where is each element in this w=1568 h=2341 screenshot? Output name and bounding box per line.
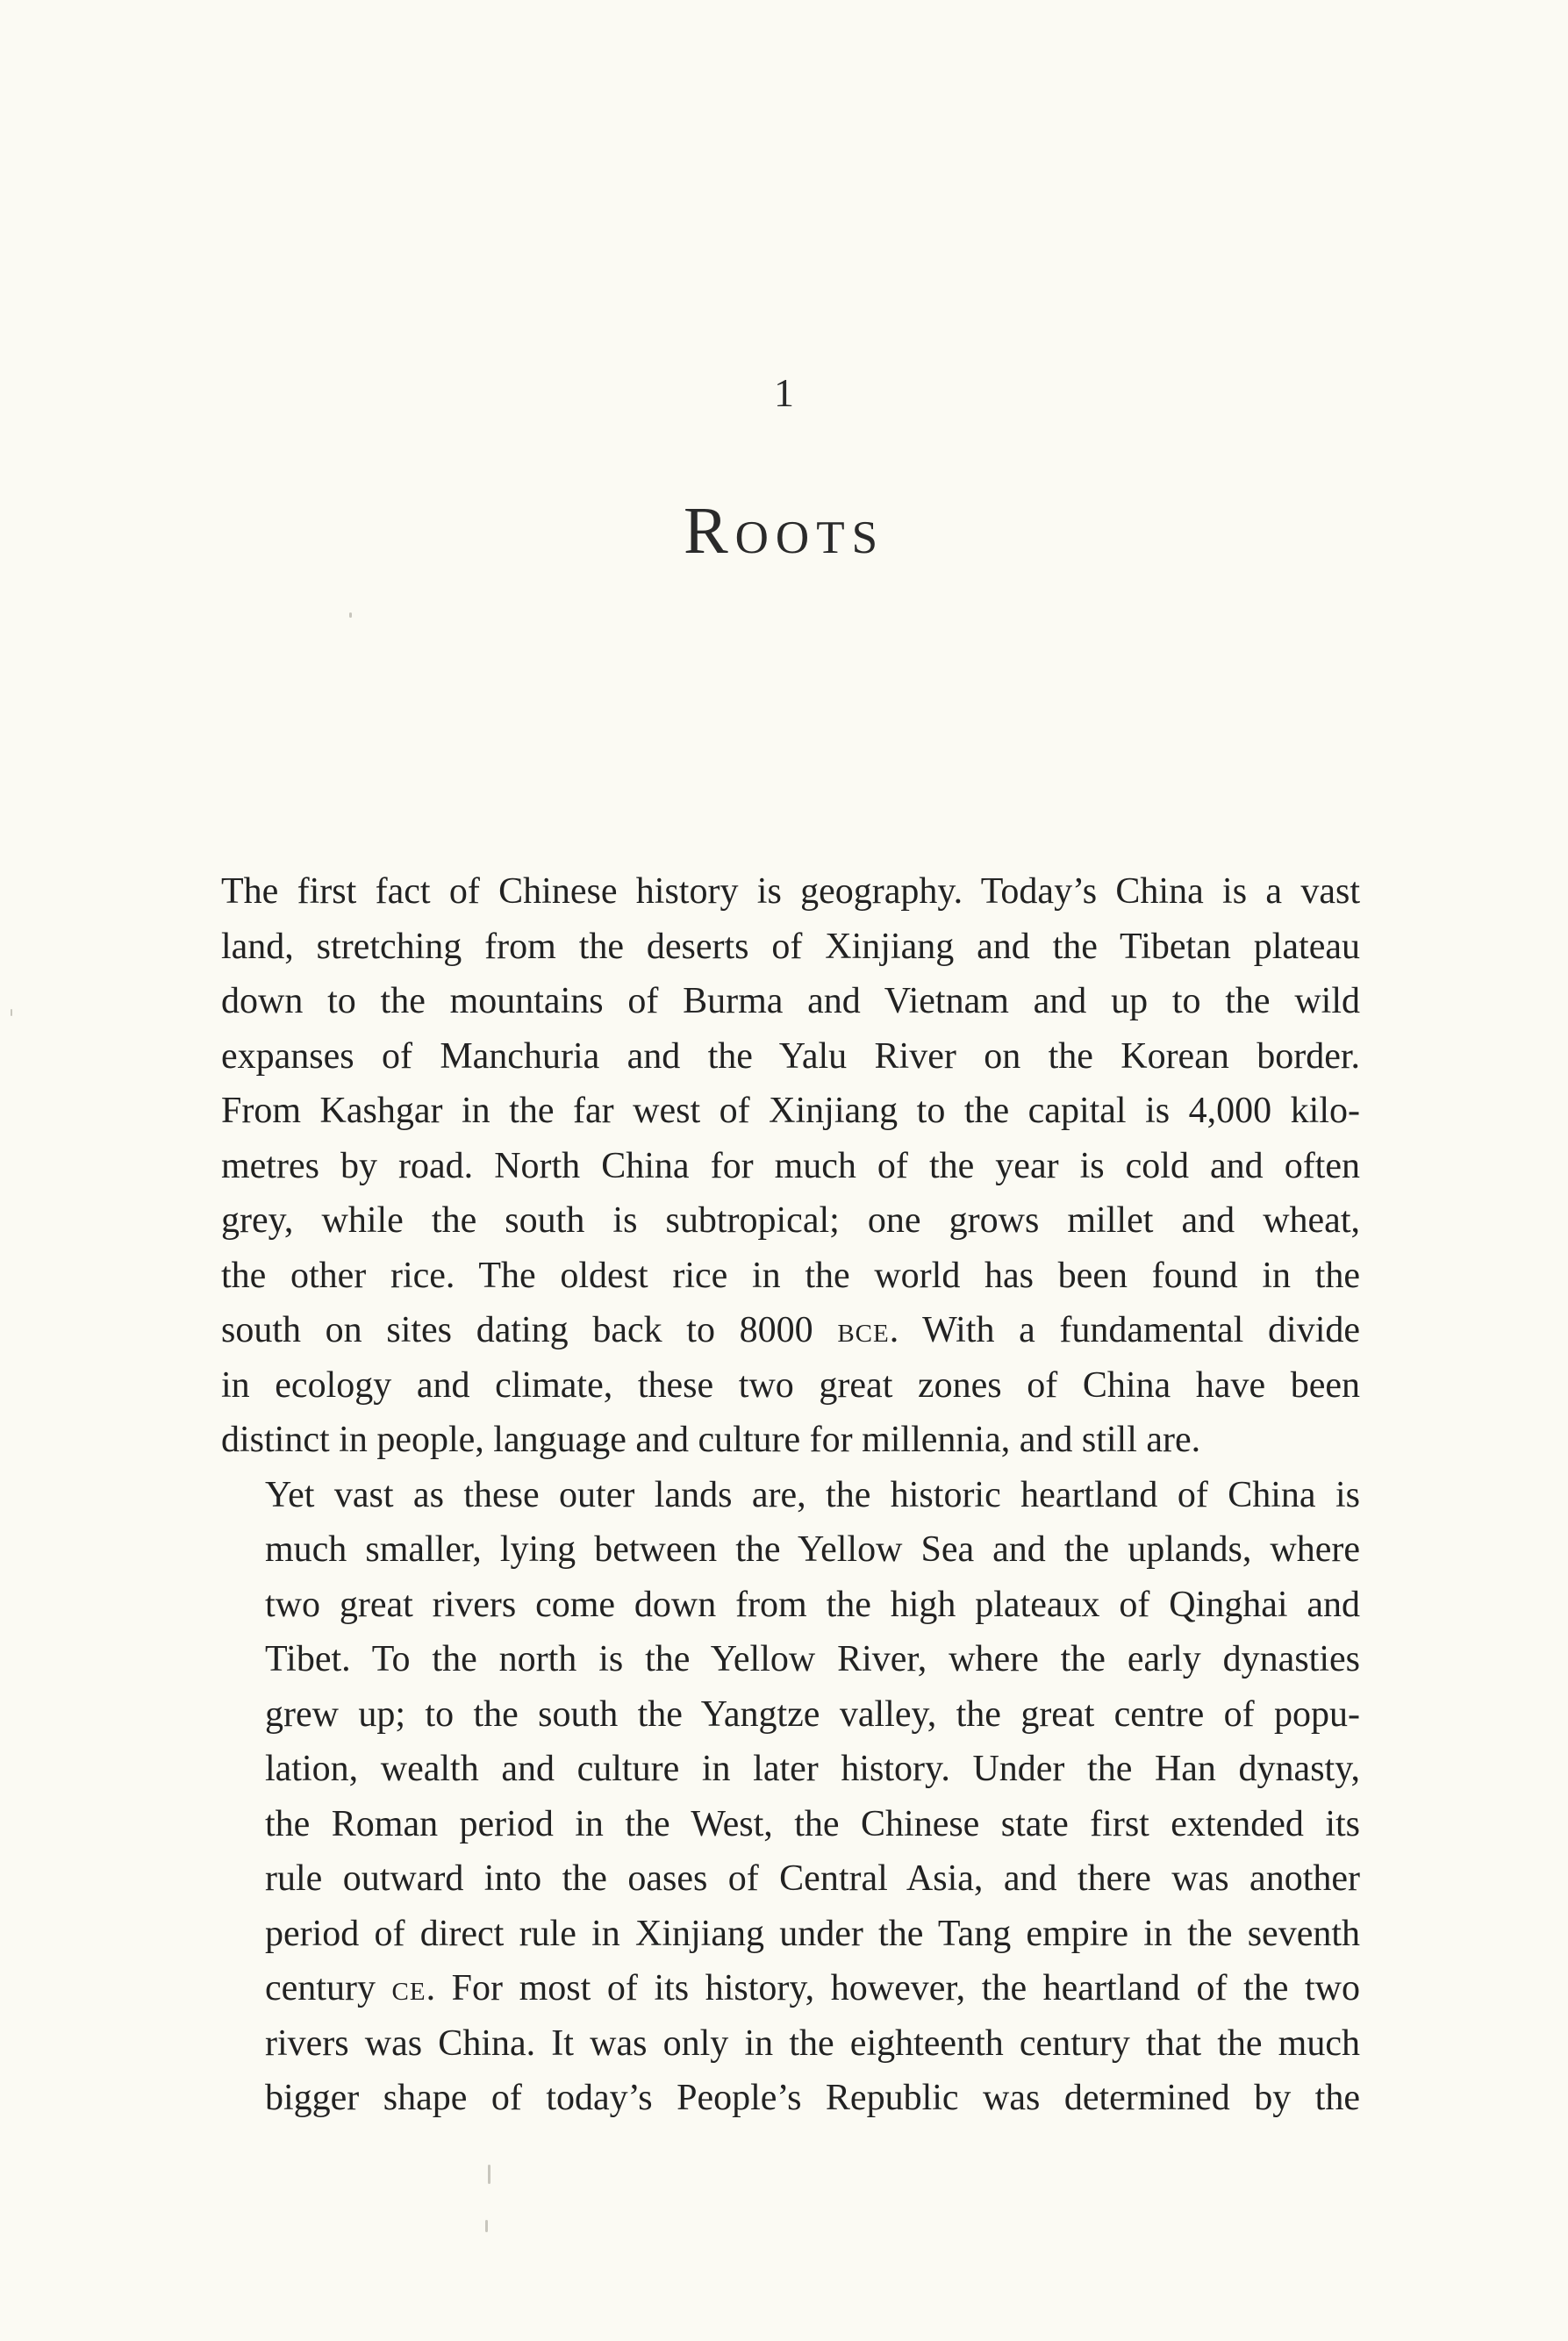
text-line: the Roman period in the West, the Chinese state first extended its [265,1803,1360,1844]
text-line: land, stretching from the deserts of Xinjiang and the Tibetan plateau [221,926,1360,967]
text-line: down to the mountains of Burma and Vietnam and up to the wild [221,981,1360,1021]
text-line: From Kashgar in the far west of Xinjiang to the capital is 4,000 kilo- [221,1091,1360,1131]
chapter-number: 1 [774,370,794,415]
scan-speck [11,1009,12,1016]
text-line: two great rivers come down from the high plateaux of Qinghai and [265,1584,1360,1625]
scan-speck [488,2165,490,2184]
era-abbreviation: ce [391,1968,426,2008]
text-line: rivers was China. It was only in the eighteenth century that the much [265,2022,1360,2064]
text-line: south on sites dating back to 8000 bce. With a fundamental divide [221,1310,1360,1350]
text-line: grew up; to the south the Yangtze valley, the great centre of popu- [265,1693,1360,1735]
text-line: rule outward into the oases of Central Asia, and there was another [265,1858,1360,1899]
text-line: metres by road. North China for much of the year is cold and often [221,1145,1360,1186]
chapter-body [221,864,1360,2126]
chapter-title: Roots [683,494,885,568]
paragraph-1 [221,864,1360,1468]
text-line: lation, wealth and culture in later history. Under the Han dynasty, [265,1749,1360,1789]
text-line: bigger shape of today’s People’s Republic was determined by the [265,2078,1360,2118]
text-line: The first fact of Chinese history is geography. Today’s China is a vast [221,871,1360,912]
text-line: expanses of Manchuria and the Yalu River on the Korean border. [221,1035,1360,1077]
paragraph-2 [221,1468,1360,2126]
text-line: in ecology and climate, these two great zones of China have been [221,1364,1360,1406]
scan-speck [485,2220,488,2232]
text-line: Tibet. To the north is the Yellow River, where the early dynasties [265,1639,1360,1679]
text-line: century ce. For most of its history, however, the heartland of the two [265,1968,1360,2008]
scan-speck [349,612,352,618]
text-line: the other rice. The oldest rice in the world has been found in the [221,1255,1360,1296]
text-line: Yet vast as these outer lands are, the historic heartland of China is [265,1474,1360,1515]
text-line: much smaller, lying between the Yellow Sea and the uplands, where [265,1529,1360,1570]
text-line: grey, while the south is subtropical; one grows millet and wheat, [221,1200,1360,1241]
text-line: distinct in people, language and culture for millennia, and still are. [221,1420,1201,1460]
era-abbreviation: bce [837,1310,890,1350]
text-line: period of direct rule in Xinjiang under the Tang empire in the seventh [265,1913,1360,1954]
